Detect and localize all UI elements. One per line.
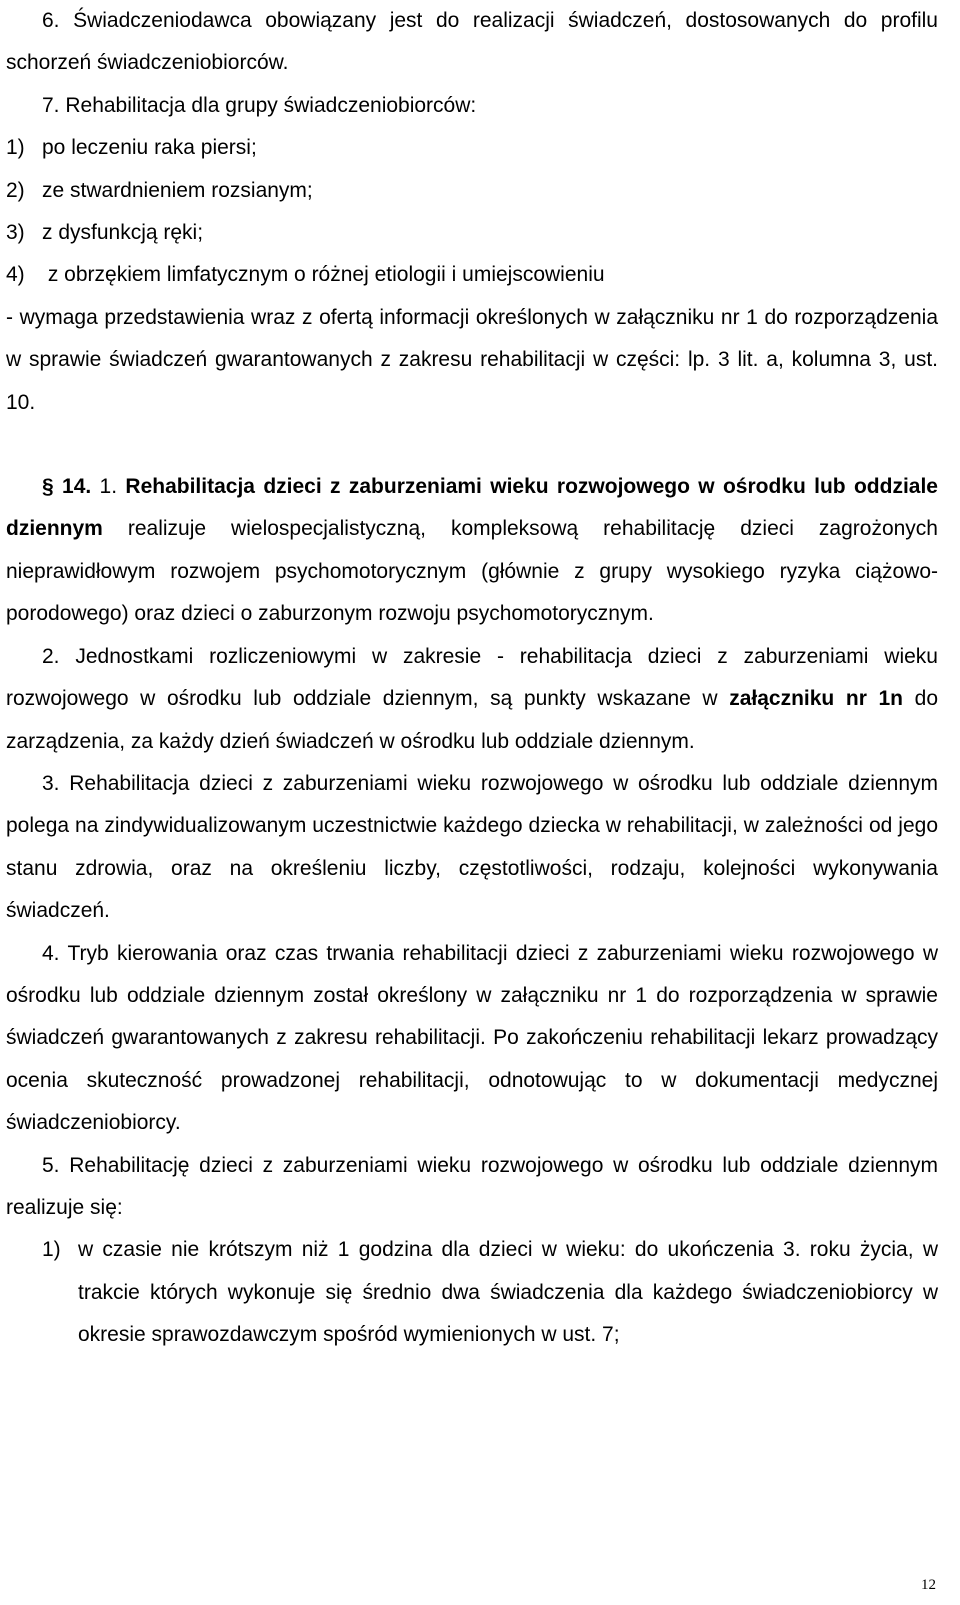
paragraph-7: 7. Rehabilitacja dla grupy świadczeniobiorców: (42, 93, 477, 117)
list-text: w czasie nie krótszym niż 1 godzina dla dzieci w wieku: do ukończenia 3. roku życia, w trakcie których wykonuje się średnio dwa świadczenia dla każdego świadczeniobiorcy w okresie sprawozdawczym spośród wymienionych w ust. 7; (78, 1238, 938, 1347)
list-number: 3) (6, 221, 25, 245)
paragraph-7-tail: - wymaga przedstawienia wraz z ofertą informacji określonych w załączniku nr 1 do rozporządzenia w sprawie świadczeń gwarantowanych z zakresu rehabilitacji w części: lp. 3 lit. a, kolumna 3, ust. 10. (6, 305, 938, 414)
section-mark: § 14. (42, 475, 92, 499)
paragraph-bold-title: Rehabilitacja dzieci z zaburzeniami wieku rozwojowego w ośrodku lub oddziale dziennym (6, 475, 938, 541)
attachment-reference: załączniku nr 1n (729, 687, 904, 711)
section-14-paragraph-1 (6, 466, 938, 636)
paragraph-6: 6. Świadczeniodawca obowiązany jest do realizacji świadczeń, dostosowanych do profilu schorzeń świadczeniobiorców. (6, 9, 938, 75)
list-item (6, 127, 938, 169)
list-item (6, 170, 938, 212)
list-number: 1) (6, 136, 25, 160)
list-number: 1) (42, 1238, 61, 1262)
paragraph-number: 1. (91, 475, 118, 499)
section-14-paragraph-3: 3. Rehabilitacja dzieci z zaburzeniami wieku rozwojowego w ośrodku lub oddziale dziennym polega na zindywidualizowanym uczestnictwie każdego dziecka w rehabilitacji, w zależności od jego stanu zdrowia, oraz na określeniu liczby, częstotliwości, rodzaju, kolejności wykonywania świadczeń. (6, 771, 938, 923)
group-list (6, 127, 938, 297)
list-text: z dysfunkcją ręki; (42, 221, 204, 245)
section-14-paragraph-5: 5. Rehabilitację dzieci z zaburzeniami wieku rozwojowego w ośrodku lub oddziale dziennym realizuje się: (6, 1153, 938, 1219)
list-text: po leczeniu raka piersi; (42, 136, 257, 160)
spacer (6, 424, 938, 466)
document-page (6, 0, 938, 1357)
paragraph-text: realizuje wielospecjalistyczną, kompleksową rehabilitację dzieci zagrożonych nieprawidłowym rozwojem psychomotorycznym (głównie z grupy wysokiego ryzyka ciążowo-porodowego) oraz dzieci o zaburzonym rozwoju psychomotorycznym. (6, 517, 938, 626)
list-item (6, 1229, 938, 1356)
list-text: z obrzękiem limfatycznym o różnej etiologii i umiejscowieniu (42, 263, 605, 287)
section-14-paragraph-2 (6, 636, 938, 763)
list-item (6, 254, 938, 296)
list-number: 4) (6, 263, 25, 287)
paragraph-text: do zarządzenia, za każdy dzień świadczeń w ośrodku lub oddziale dziennym. (6, 687, 938, 753)
page-number: 12 (921, 1577, 936, 1593)
list-number: 2) (6, 178, 25, 202)
paragraph-text: 2. Jednostkami rozliczeniowymi w zakresie - rehabilitacja dzieci z zaburzeniami wieku rozwojowego w ośrodku lub oddziale dziennym, są punkty wskazane w (6, 644, 938, 711)
list-item (6, 212, 938, 254)
section-14-paragraph-4: 4. Tryb kierowania oraz czas trwania rehabilitacji dzieci z zaburzeniami wieku rozwojowego w ośrodku lub oddziale dziennym został określony w załączniku nr 1 do rozporządzenia w sprawie świadczeń gwarantowanych z zakresu rehabilitacji. Po zakończeniu rehabilitacji lekarz prowadzący ocenia skuteczność prowadzonej rehabilitacji, odnotowując to w dokumentacji medycznej świadczeniobiorcy. (6, 941, 938, 1135)
list-text: ze stwardnieniem rozsianym; (42, 178, 313, 202)
